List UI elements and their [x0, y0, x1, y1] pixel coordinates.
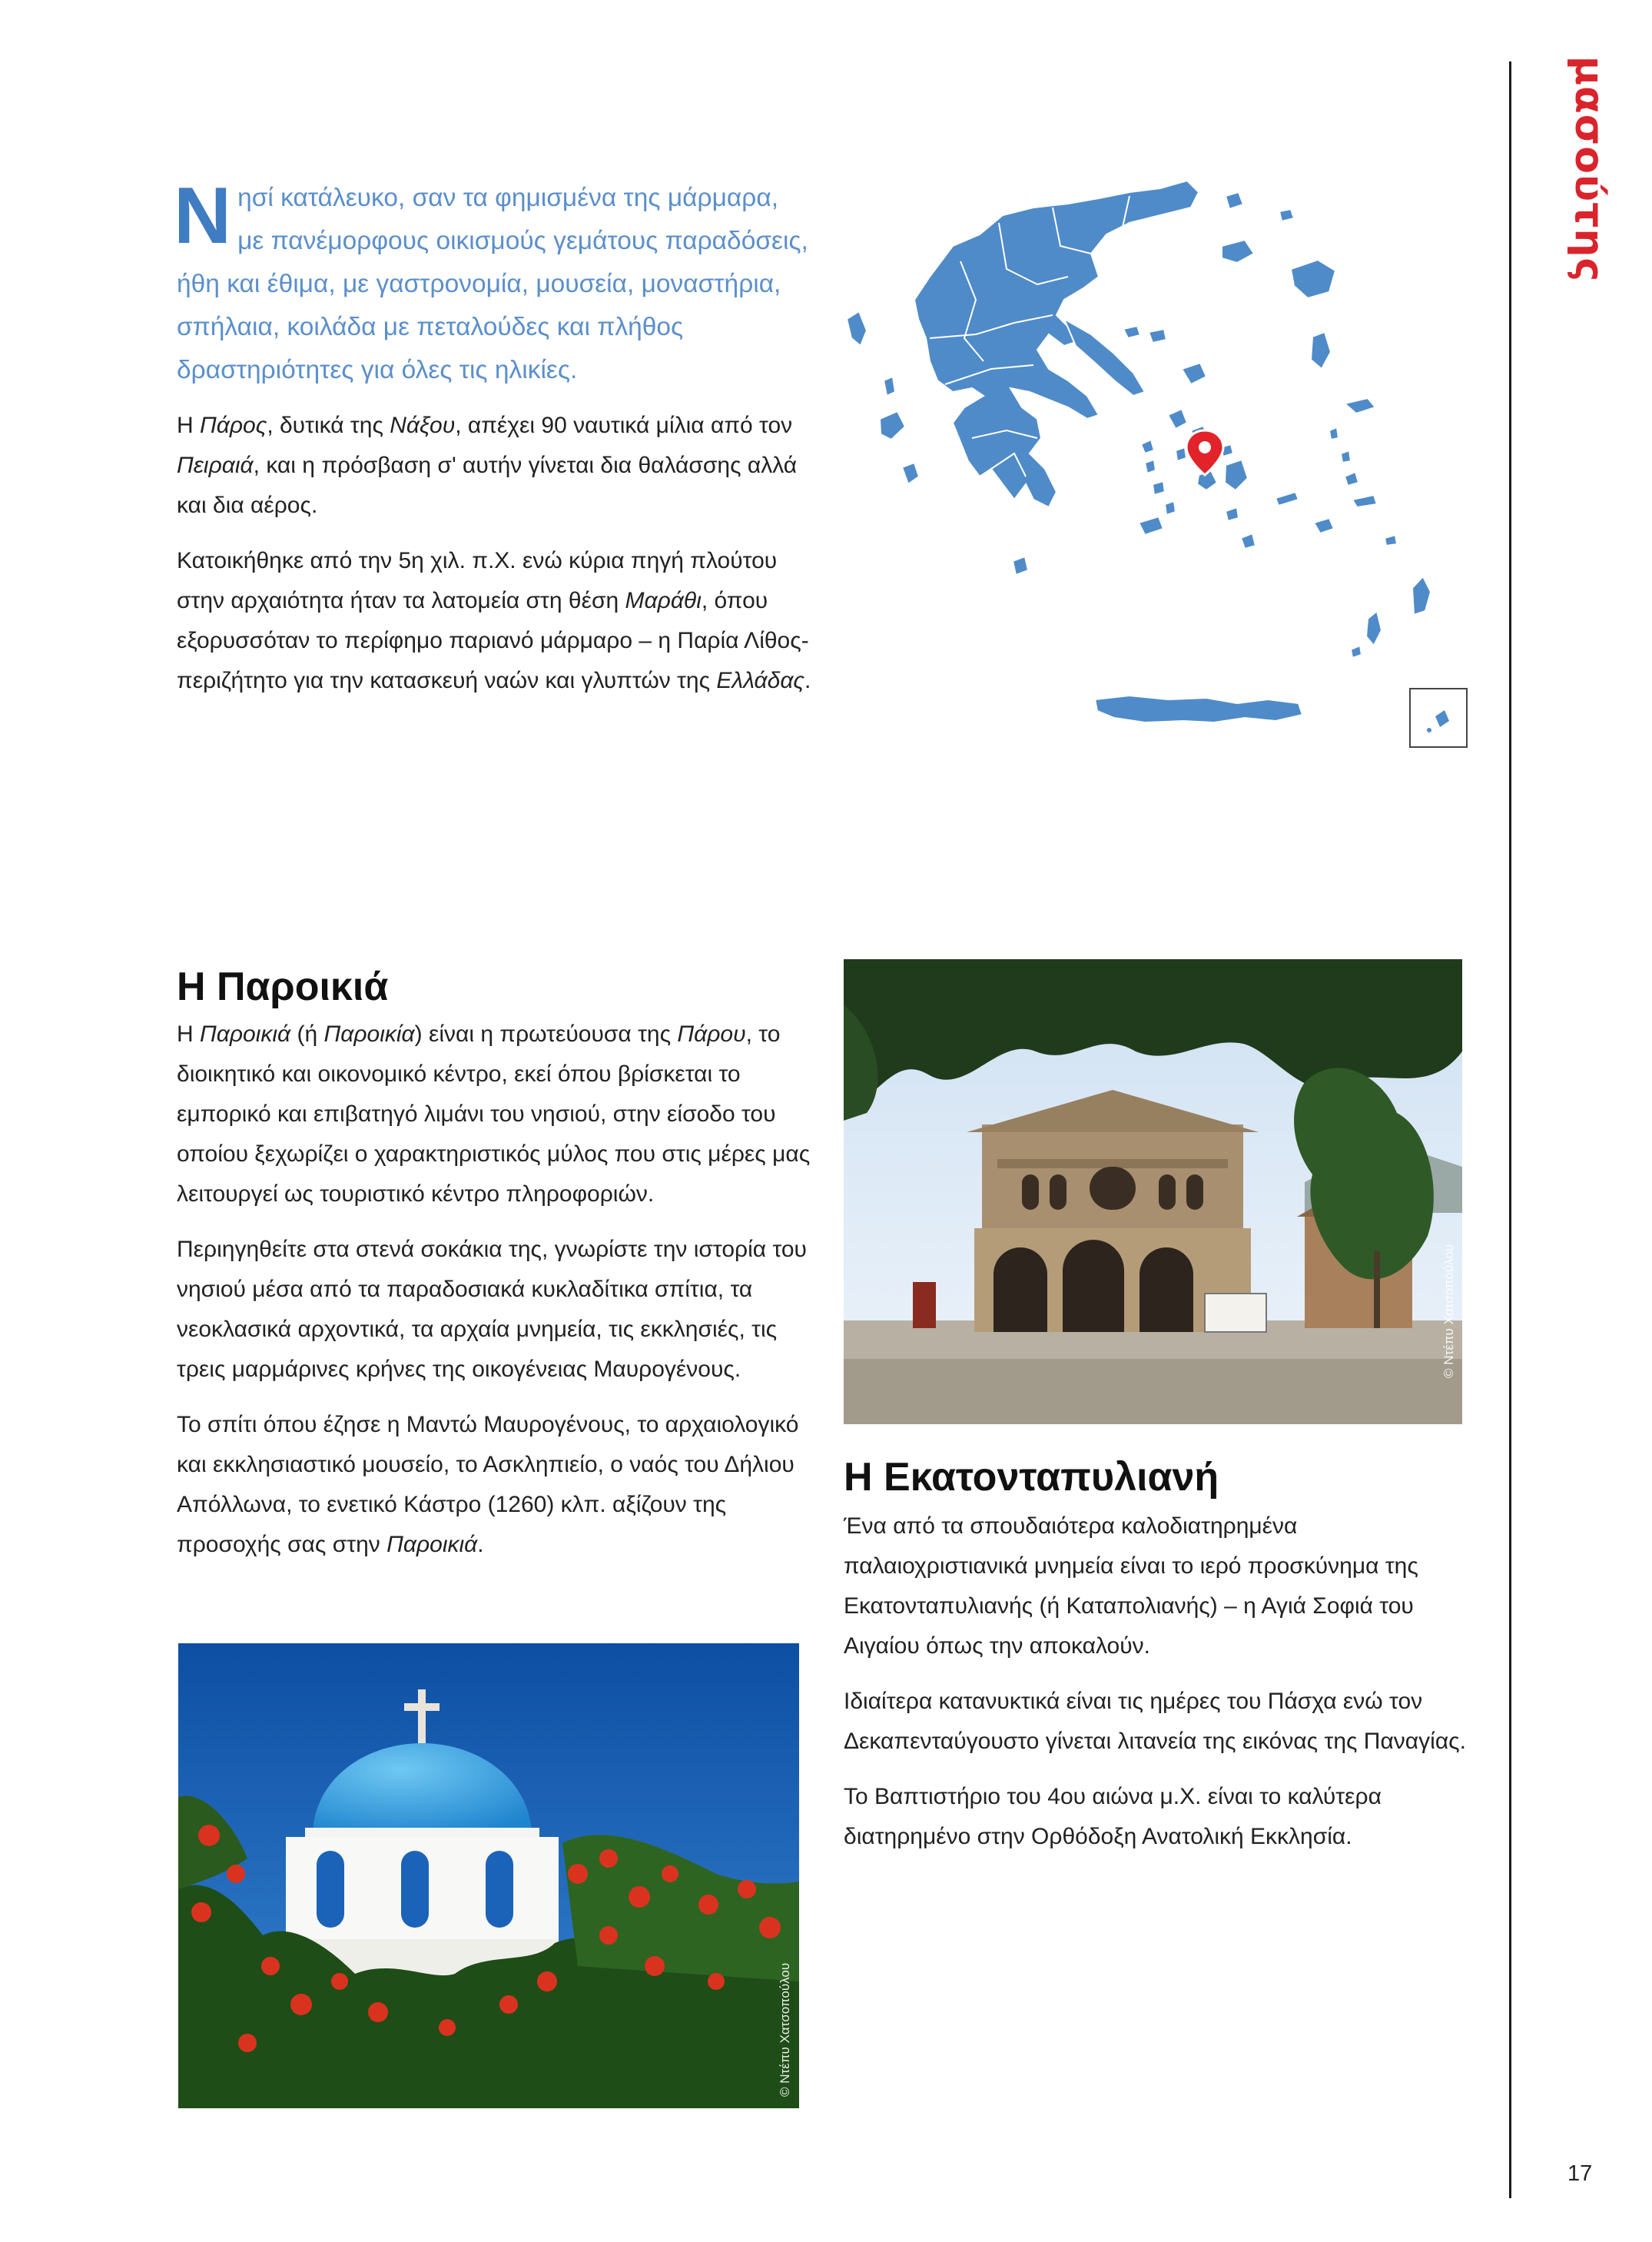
text-run: . [804, 668, 811, 693]
kasos [1351, 646, 1362, 658]
text-run: . [477, 1532, 484, 1557]
text-run-italic: Νάξου [390, 413, 456, 438]
rhodes [1412, 576, 1431, 615]
text-run-italic: Παροικία [323, 1021, 415, 1047]
amorgos [1275, 492, 1299, 506]
kythnos [1145, 460, 1156, 473]
greece-map [838, 161, 1475, 776]
intro-lead-text: ησί κατάλευκο, σαν τα φημισμένα της μάρμαρα, με πανέμορφους οικισμούς γεμάτους παραδόσεις, ήθη και έθιμα, με γαστρονομία, μουσεία, μοναστήρια, σπήλαια, κοιλάδα με πεταλούδες και πλήθος δραστηριότητες για όλες τις ηλικίες. [177, 184, 808, 384]
intro-lead [174, 171, 811, 392]
skiathos [1123, 326, 1140, 338]
text-run: , όπου εξορυσσόταν το περίφημο παριανό μάρμαρο – η Παρία Λίθος- περιζήτητο για την κατασκευή ναών και γλυπτών της [177, 588, 809, 693]
paroikia-paragraph-2: Περιηγηθείτε στα στενά σοκάκια της, γνωρίστε την ιστορία του νησιού μέσα από τα παραδοσιακά κυκλαδίτικα σπίτια, τα νεοκλασικά αρχοντικά, τα αρχαία μνημεία, τις εκκλησιές, τις τρεις μαρμάρινες κρήνες της οικογένειας Μαυρογένους. [177, 1237, 807, 1382]
thasos [1226, 192, 1243, 209]
text-run-italic: Παροικιά [386, 1532, 478, 1557]
lefkada [884, 377, 895, 396]
text-run: , και η πρόσβαση σ' αυτήν γίνεται δια θαλάσσης αλλά και δια αέρος. [177, 453, 798, 518]
text-run: ) είναι η πρωτεύουσα της [414, 1021, 678, 1047]
text-run-italic: Μαράθι [625, 588, 702, 613]
paroikia-heading: Η Παροικιά [177, 965, 389, 1009]
brand-logo [1566, 55, 1613, 283]
chios [1311, 332, 1331, 369]
karpathos [1366, 611, 1382, 646]
church-illustration [844, 959, 1462, 1424]
corfu [847, 311, 867, 346]
text-run: , το διοικητικό και οικονομικό κέντρο, εκεί όπου βρίσκεται το εμπορικό και επιβατηγό λιμάνι του νησιού, στην είσοδο του οποίου ξεχωρίζει ο χαρακτηριστικός μύλος που στις μέρες μας λειτουργεί ως τουριστικό κέντρο πληροφοριών. [177, 1021, 811, 1207]
text-run: , απέχει 90 ναυτικά μίλια από τον [455, 413, 793, 438]
lemnos [1222, 240, 1254, 263]
tilos [1385, 535, 1397, 546]
ekatontapyliani-paragraph-2: Ιδιαίτερα κατανυκτικά είναι τις ημέρες του Πάσχα ενώ τον Δεκαπενταύγουστο γίνεται λιτανεία της εικόνας της Παναγίας. [844, 1689, 1466, 1754]
syros [1176, 447, 1186, 461]
paroikia-paragraph-1 [177, 1015, 811, 1214]
skyros [1182, 363, 1206, 384]
ekatontapyliani-paragraph-3: Το Βαπτιστήριο του 4ου αιώνα μ.Χ. είναι το καλύτερα διατηρημένο στην Ορθόδοξη Ανατολική Εκκλησία. [844, 1784, 1382, 1849]
sifnos [1165, 501, 1176, 515]
ekatontapyliani-photo [844, 959, 1462, 1424]
leros [1341, 450, 1351, 463]
samothrace [1279, 209, 1294, 221]
text-run: Το σπίτι όπου έζησε η Μαντώ Μαυρογένους, το αρχαιολογικό και εκκλησιαστικό μουσείο, το Ασκληπιείο, ο ναός του Δήλιου Απόλλωνα, το ενετικό Κάστρο (1260) κλπ. αξίζουν της προσοχής σας στην [177, 1412, 799, 1557]
kefalonia [880, 411, 905, 440]
text-run: Κατοικήθηκε από την 5η χιλ. π.Χ. ενώ κύρια πηγή πλούτου στην αρχαιότητα ήταν τα λατομεία στη θέση [177, 548, 778, 613]
text-run-italic: Ελλάδας [716, 668, 805, 693]
brand-logo-text: μασούτης [1566, 55, 1613, 283]
location-pin-icon [1186, 430, 1223, 475]
text-run: (ή [290, 1021, 324, 1047]
text-run-italic: Πειραιά [177, 453, 254, 478]
samos [1345, 398, 1375, 414]
photo-credit: © Ντέπυ Χατσοπούλου [1441, 1244, 1456, 1378]
photo-credit: © Ντέπυ Χατσοπούλου [778, 1962, 792, 2097]
paroikia-text [177, 1015, 811, 1580]
brand-divider [1509, 61, 1511, 2198]
text-run: Η [177, 1021, 200, 1047]
intro-paragraph-2 [177, 541, 811, 701]
page-number: 17 [1567, 2161, 1593, 2186]
crete [1095, 696, 1302, 722]
text-run: , δυτικά της [267, 413, 390, 438]
kalymnos [1345, 472, 1358, 486]
intro-section [174, 171, 811, 716]
chapel-illustration [178, 1643, 799, 2108]
lesvos [1291, 260, 1335, 298]
astypalaia [1314, 518, 1334, 533]
serifos [1153, 481, 1165, 495]
text-run-italic: Πάρου [677, 1021, 746, 1047]
andros [1168, 409, 1187, 429]
text-run-italic: Πάρος [200, 413, 267, 438]
zakynthos [902, 463, 919, 484]
text-run: Η [177, 413, 200, 438]
skopelos [1149, 329, 1166, 343]
ekatontapyliani-heading: Η Εκατονταπυλιανή [844, 1455, 1219, 1500]
intro-paragraph-1 [177, 406, 811, 526]
milos [1139, 516, 1163, 535]
patmos [1329, 427, 1339, 440]
ios [1226, 507, 1239, 521]
paroikia-paragraph-3 [177, 1405, 811, 1565]
ekatontapyliani-paragraph-1: Ένα από τα σπουδαιότερα καλοδιατηρημένα παλαιοχριστιανικά μνημεία είναι το ιερό προσκύνημα της Εκατονταπυλιανής (ή Καταπολιανής) – η Αγιά Σοφιά του Αιγαίου όπως την αποκαλούν. [844, 1513, 1418, 1659]
drop-cap: Ν [174, 171, 232, 261]
kastellorizo-inset [1410, 689, 1467, 747]
kea [1141, 440, 1154, 453]
kythira [1013, 556, 1028, 575]
map-landmass [847, 181, 1431, 722]
chapel-photo [178, 1643, 799, 2108]
santorini [1241, 533, 1256, 549]
ekatontapyliani-text [844, 1506, 1478, 1872]
text-run-italic: Παροικιά [200, 1021, 291, 1047]
greece-map-svg [838, 161, 1475, 776]
naxos [1225, 460, 1248, 490]
kos [1352, 495, 1377, 507]
